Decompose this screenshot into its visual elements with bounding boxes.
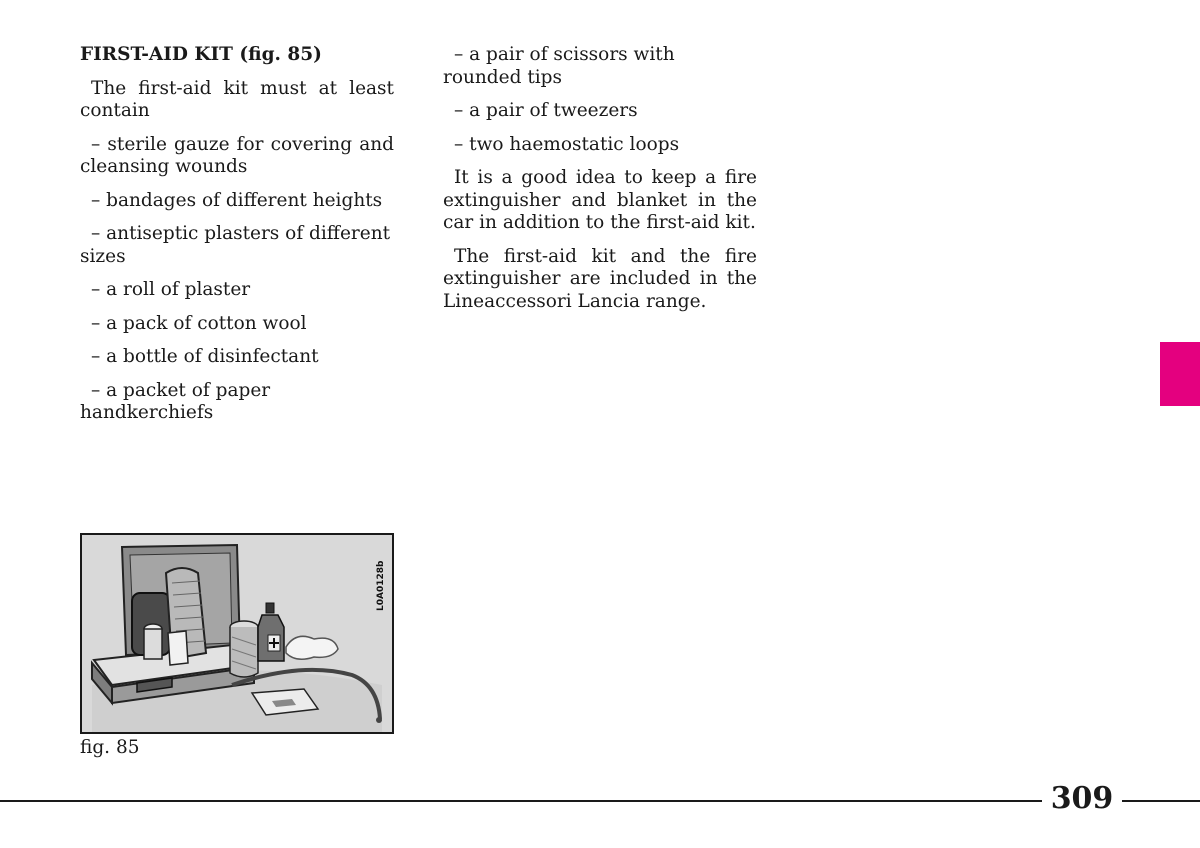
list-item: – a bottle of disinfectant xyxy=(91,346,319,367)
right-column xyxy=(443,44,757,324)
section-heading xyxy=(80,44,394,67)
heading-text: FIRST-AID KIT xyxy=(80,44,233,65)
list-item: – a packet of paper handkerchiefs xyxy=(80,379,271,423)
list-item: – antiseptic plasters of different sizes xyxy=(80,223,391,267)
footer-rule-right xyxy=(1122,800,1200,802)
list-item: – a pair of tweezers xyxy=(454,100,638,121)
list-item: – bandages of different heights xyxy=(91,189,383,211)
page-number: 309 xyxy=(1050,781,1114,816)
list-item: – a pack of cotton wool xyxy=(91,312,307,334)
first-aid-kit-figure xyxy=(80,533,394,734)
intro-paragraph: The first-aid kit must at least contain xyxy=(80,77,394,121)
list-item: – sterile gauze for covering and cleansing wounds xyxy=(80,133,394,177)
list-item: – a roll of plaster xyxy=(91,279,251,300)
footer-rule-left xyxy=(0,800,1042,802)
left-column xyxy=(80,44,394,436)
body-paragraph: The first-aid kit and the fire extinguisher are included in the Lineaccessori Lancia range. xyxy=(443,245,757,312)
figure-caption: fig. 85 xyxy=(80,737,140,758)
figure-code: L0A0128b xyxy=(376,560,386,611)
list-item: – a pair of scissors with rounded tips xyxy=(443,44,675,88)
first-aid-kit-illustration xyxy=(82,535,392,732)
body-paragraph: It is a good idea to keep a fire extinguisher and blanket in the car in addition to the first-aid kit. xyxy=(443,167,757,233)
section-tab-marker xyxy=(1160,342,1200,406)
heading-fig-ref: (fig. 85) xyxy=(239,44,322,65)
list-item: – two haemostatic loops xyxy=(454,133,680,155)
